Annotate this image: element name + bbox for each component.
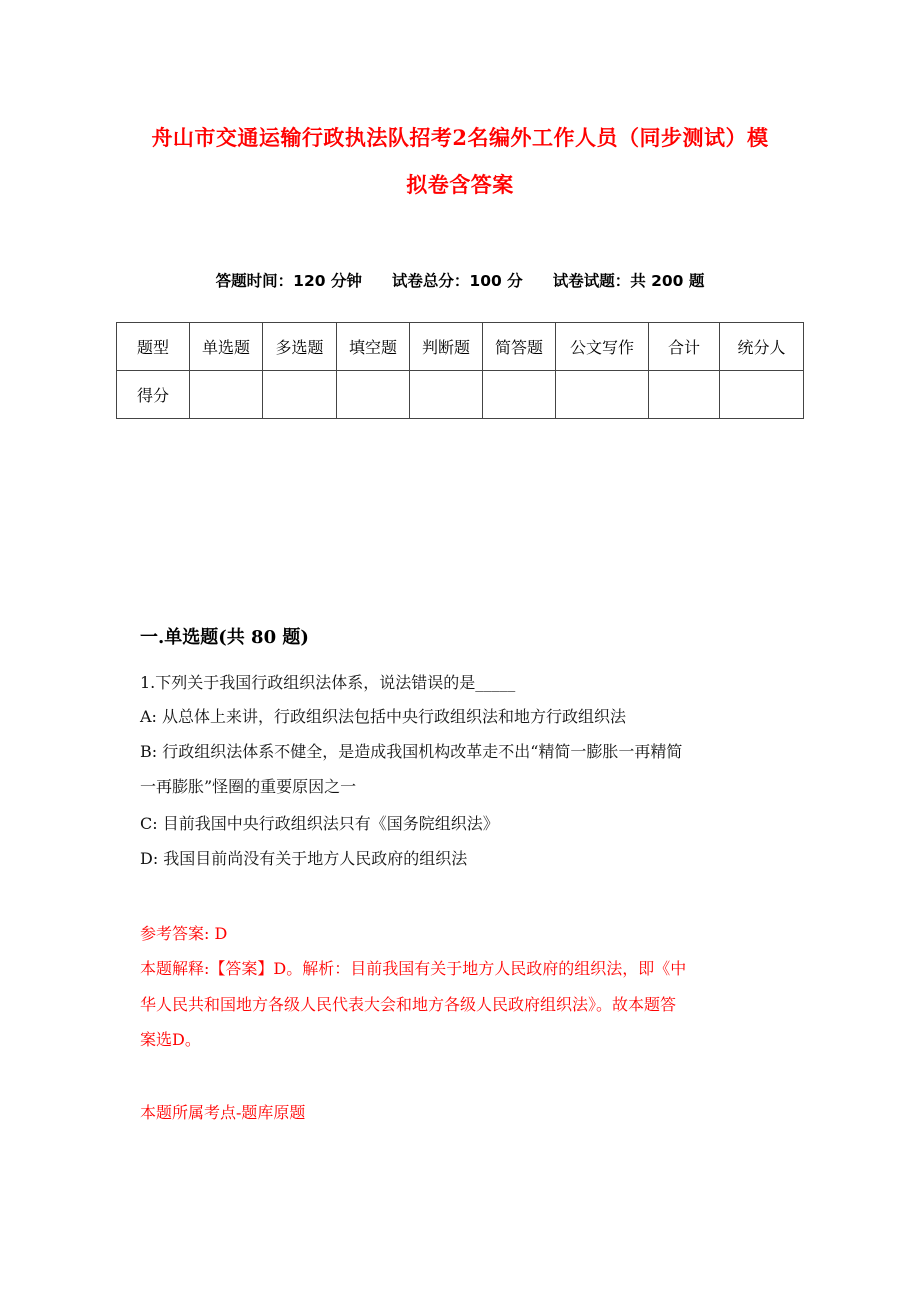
exam-time: 答题时间：120 分钟 xyxy=(215,272,362,290)
option-d: D: 我国目前尚没有关于地方人民政府的组织法 xyxy=(140,849,468,868)
option-c: C: 目前我国中央行政组织法只有《国务院组织法》 xyxy=(140,814,499,833)
score-cell xyxy=(649,371,720,419)
score-table-header: 填空题 xyxy=(337,323,410,371)
document-title-line1: 舟山市交通运输行政执法队招考2名编外工作人员（同步测试）模 xyxy=(151,125,769,150)
exam-question-count: 试卷试题：共 200 题 xyxy=(552,272,705,290)
score-row-label: 得分 xyxy=(117,371,190,419)
score-cell xyxy=(190,371,263,419)
score-table-header: 判断题 xyxy=(410,323,483,371)
score-table-header: 统分人 xyxy=(720,323,804,371)
score-table-header: 简答题 xyxy=(483,323,556,371)
explanation-line2: 华人民共和国地方各级人民代表大会和地方各级人民政府组织法》。故本题答 xyxy=(140,995,677,1014)
option-b-line1: B: 行政组织法体系不健全，是造成我国机构改革走不出“精简一膨胀一再精简 xyxy=(140,742,683,761)
score-table-score-row xyxy=(117,371,804,419)
question-source: 本题所属考点-题库原题 xyxy=(140,1103,306,1122)
score-table-header: 公文写作 xyxy=(556,323,649,371)
score-table-header: 多选题 xyxy=(263,323,337,371)
document-title-line2: 拟卷含答案 xyxy=(406,172,514,197)
score-table-header: 合计 xyxy=(649,323,720,371)
score-table-header: 题型 xyxy=(117,323,190,371)
score-cell xyxy=(556,371,649,419)
score-cell xyxy=(337,371,410,419)
score-cell xyxy=(720,371,804,419)
exam-meta xyxy=(100,270,820,292)
exam-total-score: 试卷总分：100 分 xyxy=(391,272,523,290)
question-stem: 1.下列关于我国行政组织法体系，说法错误的是_____ xyxy=(140,673,516,692)
score-cell xyxy=(410,371,483,419)
explanation-line1: 本题解释:【答案】D。解析：目前我国有关于地方人民政府的组织法，即《中 xyxy=(140,959,687,978)
section-heading: 一.单选题(共 80 题) xyxy=(140,627,309,648)
score-table-header-row xyxy=(117,323,804,371)
option-a: A: 从总体上来讲，行政组织法包括中央行政组织法和地方行政组织法 xyxy=(140,707,627,726)
explanation-line3: 案选D。 xyxy=(140,1030,201,1049)
option-b-line2: 一再膨胀”怪圈的重要原因之一 xyxy=(140,777,357,796)
score-table xyxy=(116,322,804,419)
reference-answer: 参考答案: D xyxy=(140,924,228,943)
score-cell xyxy=(263,371,337,419)
score-table-header: 单选题 xyxy=(190,323,263,371)
score-cell xyxy=(483,371,556,419)
